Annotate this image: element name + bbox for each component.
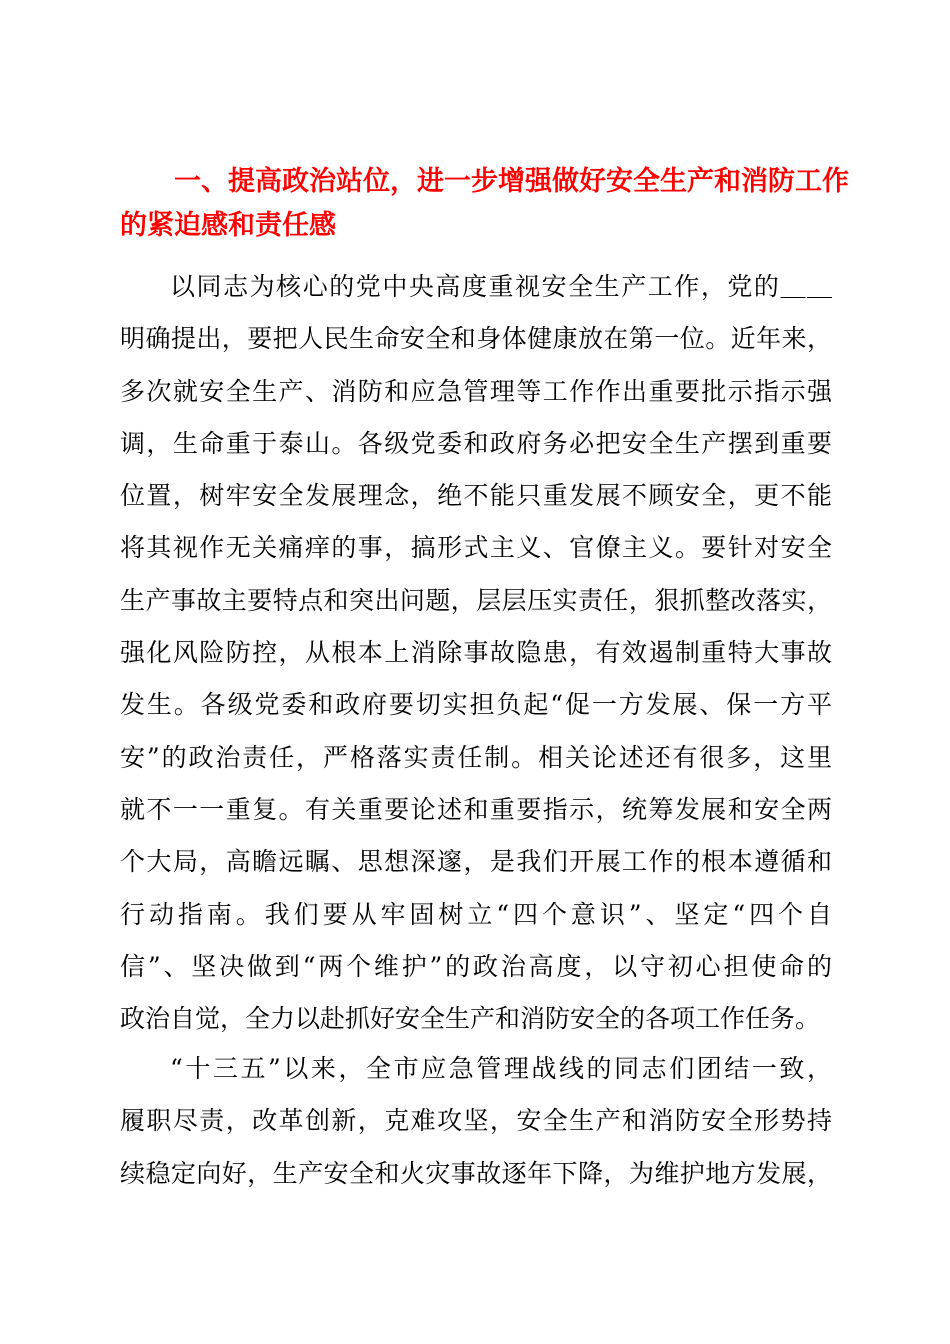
paragraph-line: 个大局，高瞻远瞩、思想深邃，是我们开展工作的根本遵循和: [120, 847, 832, 877]
body-paragraph-1: [120, 261, 832, 1045]
paragraph-line: 以同志为核心的党中央高度重视安全生产工作，党的＿＿: [170, 272, 832, 301]
paragraph-line: 多次就安全生产、消防和应急管理等工作作出重要批示指示强: [120, 376, 832, 406]
paragraph-line: 政治自觉，全力以赴抓好安全生产和消防安全的各项工作任务。: [120, 1004, 821, 1034]
paragraph-line: 就不一一重复。有关重要论述和重要指示，统筹发展和安全两: [120, 794, 832, 824]
section-heading: [120, 160, 849, 248]
paragraph-line: 安”的政治责任，严格落实责任制。相关论述还有很多，这里: [120, 742, 832, 772]
paragraph-line: 调，生命重于泰山。各级党委和政府务必把安全生产摆到重要: [120, 428, 832, 458]
paragraph-line: 生产事故主要特点和突出问题，层层压实责任，狠抓整改落实，: [120, 585, 832, 615]
paragraph-line: 将其视作无关痛痒的事，搞形式主义、官僚主义。要针对安全: [120, 533, 832, 563]
paragraph-line: 位置，树牢安全发展理念，绝不能只重发展不顾安全，更不能: [120, 481, 832, 511]
section-heading-line-2: 的紧迫感和责任感: [120, 210, 336, 241]
section-heading-line-1: 一、提高政治站位，进一步增强做好安全生产和消防工作: [174, 166, 849, 197]
paragraph-line: 行动指南。我们要从牢固树立“四个意识”、坚定“四个自: [120, 899, 832, 929]
body-paragraph-2: [120, 1043, 832, 1200]
paragraph-line: 明确提出，要把人民生命安全和身体健康放在第一位。近年来，: [120, 324, 832, 354]
paragraph-line: 信”、坚决做到“两个维护”的政治高度，以守初心担使命的: [120, 951, 832, 981]
paragraph-line: 履职尽责，改革创新，克难攻坚，安全生产和消防安全形势持: [120, 1106, 832, 1136]
paragraph-line: “十三五”以来，全市应急管理战线的同志们团结一致，: [170, 1054, 832, 1083]
paragraph-line: 发生。各级党委和政府要切实担负起“促一方发展、保一方平: [120, 690, 832, 720]
paragraph-line: 续稳定向好，生产安全和火灾事故逐年下降，为维护地方发展，: [120, 1158, 832, 1188]
paragraph-line: 强化风险防控，从根本上消除事故隐患，有效遏制重特大事故: [120, 638, 832, 668]
